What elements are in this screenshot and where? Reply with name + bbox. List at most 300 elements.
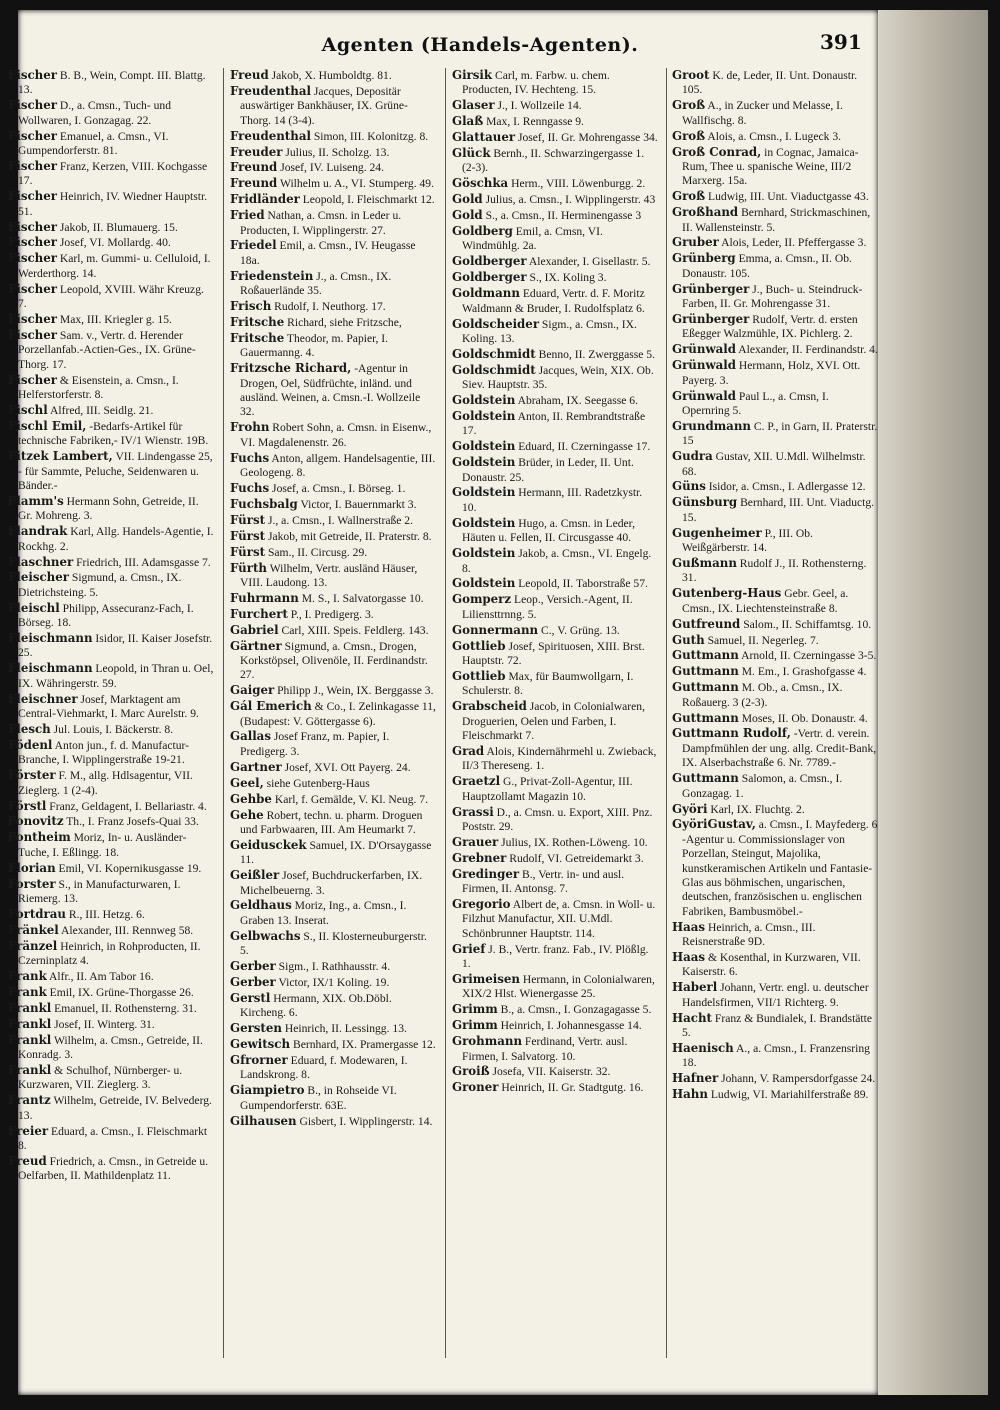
entry-details: J. B., Vertr. franz. Fab., IV. Plößlg. 1.: [462, 942, 649, 971]
directory-entry: [8, 373, 214, 403]
entry-name: Fleischl: [8, 600, 60, 615]
entry-details: -Vertr. d. verein. Dampfmühlen der ung. allg. Credit-Bank, IX. Alserbachstraße 6. Nr. 7789.-: [682, 727, 877, 770]
entry-details: Friedrich, a. Cmsn., in Getreide u. Oelfarben, II. Mathildenplatz 11.: [18, 1154, 209, 1183]
directory-entry: [8, 159, 214, 189]
entry-details: Anton jun., f. d. Manufactur-Branche, I. Wipplingerstraße 19-21.: [18, 738, 190, 767]
entry-name: Guttmann: [672, 648, 739, 663]
entry-name: Goldstein: [452, 485, 516, 500]
directory-entry: [672, 68, 878, 98]
entry-details: Johann, Vertr. engl. u. deutscher Handelsfirmen, VII/1 Richterg. 9.: [682, 981, 869, 1009]
directory-entry: [452, 192, 658, 207]
directory-entry: [230, 792, 436, 807]
entry-name: Fischer: [8, 372, 57, 387]
directory-entry: [230, 361, 436, 420]
directory-entry: [230, 238, 436, 268]
entry-details: Leopold, XVIII. Währ Kreuzg. 7.: [18, 282, 204, 311]
directory-entry: [230, 699, 436, 729]
entry-name: Frank: [8, 984, 47, 999]
entry-details: Alois, Leder, II. Pfeffergasse 3.: [718, 236, 867, 250]
directory-entry: [672, 802, 878, 817]
directory-entry: [452, 146, 658, 176]
entry-details: Hermann, in Colonialwaren, XIX/2 Hlst. Wienergasse 25.: [462, 972, 655, 1001]
column-divider: [223, 68, 224, 1358]
entry-details: Alfred, III. Seidlg. 21.: [47, 403, 154, 417]
directory-entry: [452, 805, 658, 835]
entry-details: Heinrich, a. Cmsn., III. Reisnerstraße 9D.: [682, 920, 816, 949]
entry-name: Gregorio: [452, 896, 511, 911]
directory-entry: [8, 251, 214, 281]
directory-entry: [672, 586, 878, 616]
entry-details: Albert de, a. Cmsn. in Woll- u. Filzhut Manufactur, XII. U.Mdl. Schönbrunner Hauptstr. 114.: [462, 897, 656, 940]
directory-entry: [230, 808, 436, 838]
entry-details: Josef, XVI. Ott Payerg. 24.: [281, 760, 411, 774]
page-number: 391: [820, 30, 862, 54]
entry-name: Geldhaus: [230, 898, 292, 913]
entry-name: Guttmann: [672, 710, 739, 725]
entry-name: Gehbe: [230, 791, 272, 806]
entry-details: B., Vertr. in- und ausl. Firmen, II. Antonsg. 7.: [462, 867, 625, 896]
entry-details: Josef Franz, m. Papier, I. Predigerg. 3.: [240, 730, 390, 758]
entry-name: Grünwald: [672, 388, 736, 403]
entry-details: Heinrich, II. Lessingg. 13.: [281, 1022, 407, 1036]
entry-name: Frankl: [8, 1062, 52, 1077]
entry-details: Hugo, a. Cmsn. in Leder, Häuten u. Fellen, II. Circusgasse 40.: [462, 516, 635, 545]
entry-name: Frankl: [8, 1032, 52, 1047]
entry-details: Max, III. Kriegler g. 15.: [56, 313, 172, 326]
entry-details: Emanuel, II. Rothensterng. 31.: [51, 1001, 197, 1015]
entry-name: Göschka: [452, 176, 509, 191]
entry-details: P., III. Ob. Weißgärberstr. 14.: [682, 526, 813, 555]
directory-entry: [8, 189, 214, 219]
directory-entry: [8, 814, 214, 829]
directory-entry: [672, 98, 878, 128]
entry-name: Fischl Emil,: [8, 418, 87, 433]
entry-details: Samuel, IX. D'Orsaygasse 11.: [240, 838, 432, 867]
entry-name: Freund: [230, 160, 278, 175]
entry-details: Franz & Bundialek, I. Brandstätte 5.: [682, 1011, 873, 1040]
entry-name: Fried: [230, 208, 265, 223]
entry-details: J., a. Cmsn., IX. Roßauerlände 35.: [240, 269, 392, 298]
directory-entry: [452, 270, 658, 285]
entry-details: & Schulhof, Nürnberger- u. Kurzwaren, VII. Zieglerg. 3.: [18, 1063, 183, 1092]
entry-details: Bernhard, Strickmaschinen, II. Wallensteinstr. 5.: [682, 206, 871, 234]
entry-name: Gartner: [230, 759, 282, 774]
entry-name: Gaiger: [230, 683, 275, 698]
entry-details: in Cognac, Jamaica-Rum, Thee u. spanische Weine, III/2 Marxerg. 15a.: [682, 145, 859, 188]
directory-entry: [230, 929, 436, 959]
column-divider: [445, 68, 446, 1358]
directory-entry: [8, 692, 214, 722]
entry-name: Freud: [8, 1153, 47, 1168]
entry-details: Josef, VI. Mollardg. 40.: [56, 236, 171, 250]
entry-name: Gottlieb: [452, 638, 506, 653]
entry-name: Gutenberg-Haus: [672, 586, 782, 601]
entry-name: Gehe: [230, 807, 264, 822]
entry-name: Grabscheid: [452, 699, 527, 714]
entry-name: Gerstl: [230, 990, 271, 1005]
directory-entry: [452, 114, 658, 129]
entry-name: Gál Emerich: [230, 699, 312, 714]
entry-details: Carl, m. Farbw. u. chem. Producten, IV. Hechteng. 15.: [462, 69, 610, 97]
entry-details: Leopold, II. Taborstraße 57.: [515, 577, 648, 591]
entry-details: Karl, f. Gemälde, V. Kl. Neug. 7.: [271, 792, 428, 806]
directory-entry: [672, 419, 878, 449]
entry-details: P., I. Predigerg. 3.: [287, 607, 374, 621]
entry-name: Flaschner: [8, 554, 74, 569]
entry-name: Fuchs: [230, 450, 270, 465]
entry-name: Fischer: [8, 219, 57, 234]
entry-details: S., in Manufacturwaren, I. Riemerg. 13.: [18, 877, 181, 905]
directory-entry: [230, 129, 436, 144]
page-title: Agenten (Handels-Agenten).: [321, 34, 639, 56]
entry-name: Fuchs: [230, 480, 270, 495]
directory-entry: [230, 1083, 436, 1113]
entry-details: Simon, III. Kolonitzg. 8.: [310, 129, 429, 143]
entry-details: Eduard, a. Cmsn., I. Fleischmarkt 8.: [18, 1124, 208, 1152]
entry-name: Fürst: [230, 512, 266, 527]
entry-details: Josef, Marktagent am Central-Viehmarkt, I. Marc Aurelstr. 9.: [18, 692, 199, 721]
directory-entry: [230, 623, 436, 638]
directory-entry: [8, 985, 214, 1000]
entry-name: Goldstein: [452, 455, 516, 470]
entry-name: Frantz: [8, 1093, 51, 1108]
directory-entry: [672, 235, 878, 250]
entry-name: Fontheim: [8, 830, 71, 845]
entry-details: Josef, II. Winterg. 31.: [51, 1017, 155, 1031]
directory-entry: [452, 98, 658, 113]
directory-entry: [230, 591, 436, 606]
entry-name: Fischer: [8, 128, 57, 143]
directory-entry: [230, 561, 436, 591]
directory-entry: [452, 835, 658, 850]
entry-name: Gottlieb: [452, 668, 506, 683]
directory-entry: [672, 205, 878, 235]
entry-name: Groot: [672, 68, 710, 82]
directory-entry: [452, 1064, 658, 1079]
entry-name: Friedel: [230, 238, 277, 253]
directory-entry: [672, 1071, 878, 1086]
entry-details: F. M., allg. Hdlsagentur, VII. Zieglerg. 1 (2-4).: [18, 769, 193, 797]
entry-name: Gabriel: [230, 622, 279, 637]
directory-entry: [230, 208, 436, 238]
entry-name: Geel,: [230, 775, 264, 790]
entry-details: Heinrich, II. Gr. Stadtgutg. 16.: [498, 1081, 644, 1095]
entry-details: & Kosenthal, in Kurzwaren, VII. Kaiserstr. 6.: [682, 951, 861, 979]
entry-details: C. P., in Garn, II. Praterstr. 15: [682, 419, 878, 448]
directory-entry: [230, 1114, 436, 1129]
directory-entry: [452, 439, 658, 454]
entry-name: Friedenstein: [230, 268, 314, 283]
entry-name: Fonovitz: [8, 814, 64, 829]
entry-name: Gudra: [672, 449, 713, 464]
directory-entry: [672, 282, 878, 312]
directory-entry: [672, 312, 878, 342]
directory-entry: [230, 545, 436, 560]
directory-entry: [230, 269, 436, 299]
entry-details: Sigmund, a. Cmsn., Drogen, Korkstöpsel, Olivenöle, II. Ferdinandstr. 27.: [240, 639, 428, 682]
directory-entry: [672, 1087, 878, 1102]
directory-entry: [452, 208, 658, 223]
entry-details: D., a. Cmsn., Tuch- und Wollwaren, I. Gonzagag. 22.: [18, 99, 172, 127]
directory-entry: [230, 497, 436, 512]
entry-name: Goldstein: [452, 408, 516, 423]
directory-entry: [8, 1093, 214, 1123]
entry-details: Jakob, a. Cmsn., VI. Engelg. 8.: [462, 547, 652, 575]
entry-details: Wilhelm, Getreide, IV. Belvederg. 13.: [18, 1094, 212, 1122]
entry-details: Richard, siehe Fritzsche,: [284, 316, 402, 329]
entry-name: Frisch: [230, 299, 272, 314]
directory-entry: [8, 1154, 214, 1184]
directory-entry: [452, 774, 658, 804]
directory-entry: [8, 1017, 214, 1032]
entry-name: Gold: [452, 208, 483, 223]
entry-name: Gerber: [230, 974, 276, 989]
directory-entry: [8, 601, 214, 631]
entry-details: Franz, Kerzen, VIII. Kochgasse 17.: [18, 159, 208, 188]
entry-details: Bernhard, IX. Pramergasse 12.: [290, 1038, 436, 1052]
column-4: [672, 68, 878, 1368]
entry-name: Gonnermann: [452, 622, 539, 637]
page-edge: [878, 10, 988, 1395]
entry-details: Moriz, Ing., a. Cmsn., I. Graben 13. Inserat.: [240, 899, 407, 927]
entry-name: Haenisch: [672, 1041, 734, 1055]
entry-name: Fritzsche Richard,: [230, 361, 352, 376]
entry-name: Goldstein: [452, 515, 516, 530]
entry-details: Josef, IV. Luiseng. 24.: [277, 161, 384, 175]
entry-details: Franz, Geldagent, I. Bellariastr. 4.: [46, 799, 207, 813]
directory-entry: [672, 633, 878, 648]
entry-name: Fischer: [8, 189, 57, 204]
directory-entry: [8, 449, 214, 493]
entry-details: Heinrich, I. Johannesgasse 14.: [497, 1019, 642, 1033]
entry-name: Fürth: [230, 560, 267, 575]
entry-name: Fuchsbalg: [230, 496, 298, 511]
directory-entry: [230, 299, 436, 314]
entry-name: Gewitsch: [230, 1037, 291, 1052]
directory-entry: [452, 942, 658, 972]
entry-details: K. de, Leder, II. Unt. Donaustr. 105.: [682, 69, 858, 97]
entry-details: Isidor, II. Kaiser Josefstr. 25.: [18, 632, 213, 660]
directory-entry: [672, 358, 878, 388]
entry-details: Jakob, mit Getreide, II. Praterstr. 8.: [265, 529, 432, 543]
directory-entry: [8, 129, 214, 159]
entry-name: Gärtner: [230, 638, 282, 653]
entry-details: Josef, Buchdruckerfarben, IX. Michelbeuerng. 3.: [240, 869, 423, 897]
entry-details: Eduard, Vertr. d. F. Moritz Waldmann & Bruder, I. Rudolfsplatz 6.: [462, 287, 645, 315]
entry-name: Hafner: [672, 1071, 719, 1086]
directory-entry: [452, 393, 658, 408]
entry-name: Günsburg: [672, 495, 738, 510]
entry-details: Rudolf, VI. Getreidemarkt 3.: [506, 851, 644, 865]
entry-details: Jacques, Depositär auswärtiger Bankhäuser, IX. Grüne-Thorg. 14 (3-4).: [240, 84, 408, 127]
entry-details: Jul. Louis, I. Bäckerstr. 8.: [50, 722, 174, 736]
entry-name: Guttmann: [672, 680, 739, 695]
entry-details: Sam. v., Vertr. d. Herender Porzellanfab.-Actien-Ges., IX. Grüne-Thorg. 17.: [18, 328, 196, 371]
directory-entry: [452, 851, 658, 866]
entry-details: Gebr. Geel, a. Cmsn., IX. Liechtensteinstraße 8.: [682, 587, 849, 615]
directory-entry: [230, 68, 436, 83]
directory-entry: [230, 84, 436, 128]
entry-details: Robert, techn. u. pharm. Droguen und Farbwaaren, III. Am Heumarkt 7.: [240, 808, 423, 836]
directory-entry: [230, 451, 436, 481]
directory-entry: [230, 513, 436, 528]
entry-details: Jacob, in Colonialwaren, Droguerien, Oelen und Farben, I. Fleischmarkt 7.: [462, 700, 645, 742]
entry-details: D., a. Cmsn. u. Export, XIII. Pnz. Poststr. 29.: [462, 805, 653, 833]
column-3: [452, 68, 658, 1368]
directory-entry: [452, 1080, 658, 1095]
entry-details: R., III. Hetzg. 6.: [65, 907, 145, 921]
entry-name: Goldmann: [452, 286, 520, 301]
column-2: [230, 68, 436, 1368]
entry-name: Goldschmidt: [452, 346, 536, 361]
entry-details: Salomon, a. Cmsn., I. Gonzagag. 1.: [682, 772, 843, 800]
entry-name: Fuhrmann: [230, 590, 299, 605]
directory-entry: [452, 897, 658, 941]
entry-name: Gomperz: [452, 592, 512, 607]
directory-entry: [8, 403, 214, 418]
directory-entry: [452, 176, 658, 191]
entry-name: Györi: [672, 801, 708, 816]
directory-entry: [452, 317, 658, 347]
entry-details: Leop., Versich.-Agent, II. Liliensttrnng. 5.: [462, 593, 633, 621]
directory-entry: [8, 768, 214, 798]
entry-name: Graetzl: [452, 774, 501, 789]
entry-details: Salom., II. Schiffamtsg. 10.: [740, 617, 872, 631]
entry-name: Gruber: [672, 235, 719, 250]
entry-details: VII. Lindengasse 25, - für Sammte, Peluche, Seidenwaren u. Bänder.-: [18, 450, 213, 492]
entry-name: Gerber: [230, 959, 276, 974]
entry-name: Forster: [8, 876, 56, 891]
entry-name: Groß Conrad,: [672, 144, 762, 159]
entry-details: Sigmund, a. Cmsn., IX. Dietrichsteing. 5.: [18, 571, 182, 599]
entry-name: Gugenheimer: [672, 525, 762, 540]
directory-entry: [672, 950, 878, 980]
directory-entry: [8, 923, 214, 938]
entry-details: Jakob, X. Humboldtg. 81.: [268, 69, 392, 82]
directory-entry: [8, 524, 214, 554]
entry-name: Gold: [452, 192, 483, 207]
entry-details: J., a. Cmsn., I. Wallnerstraße 2.: [265, 513, 413, 527]
entry-details: Karl, m. Gummi- u. Celluloid, I. Werderthorg. 14.: [18, 252, 211, 280]
directory-entry: [452, 639, 658, 669]
directory-entry: [230, 192, 436, 207]
entry-details: Alfr., II. Am Tabor 16.: [46, 969, 154, 983]
directory-entry: [8, 68, 214, 98]
entry-name: Hahn: [672, 1087, 708, 1102]
entry-details: Samuel, II. Negerleg. 7.: [704, 633, 819, 647]
directory-entry: [452, 409, 658, 439]
directory-entry: [452, 68, 658, 98]
entry-name: Fischer: [8, 251, 57, 266]
directory-entry: [8, 722, 214, 737]
entry-name: Groß: [672, 98, 706, 113]
entry-name: Fischl: [8, 402, 48, 417]
entry-name: Grebner: [452, 850, 507, 865]
directory-entry: [672, 711, 878, 726]
directory-entry: [452, 485, 658, 515]
entry-name: Glaß: [452, 114, 484, 129]
directory-entry: [230, 729, 436, 759]
entry-name: Fürst: [230, 528, 266, 543]
directory-entry: [230, 1037, 436, 1052]
entry-details: Benno, II. Zwerggasse 5.: [535, 347, 655, 361]
entry-details: -Bedarfs-Artikel für technische Fabriken,- IV/1 Wienstr. 19B.: [18, 419, 209, 448]
directory-entry: [8, 799, 214, 814]
entry-details: Isidor, a. Cmsn., I. Adlergasse 12.: [705, 480, 866, 494]
entry-name: Grimm: [452, 1002, 498, 1017]
entry-name: GyöriGustav,: [672, 817, 756, 832]
entry-details: Carl, XIII. Speis. Feldlerg. 143.: [278, 623, 429, 637]
entry-details: Gustav, XII. U.Mdl. Wilhelmstr. 68.: [682, 450, 866, 478]
entry-name: Gfrorner: [230, 1053, 288, 1067]
directory-entry: [452, 744, 658, 774]
directory-entry: [452, 130, 658, 145]
entry-details: Julius, a. Cmsn., I. Wipplingerstr. 43: [482, 193, 656, 207]
entry-details: M. Ob., a. Cmsn., IX. Roßauerg. 3 (2-3).: [682, 681, 843, 709]
directory-entry: [230, 991, 436, 1021]
entry-details: S., a. Cmsn., II. Herminengasse 3: [482, 209, 642, 223]
directory-entry: [230, 481, 436, 496]
entry-name: Goldscheider: [452, 316, 540, 331]
entry-name: Fischer: [8, 68, 57, 82]
entry-name: Hacht: [672, 1010, 712, 1025]
entry-details: Max, I. Renngasse 9.: [483, 115, 584, 129]
entry-name: Großhand: [672, 205, 739, 220]
entry-name: Fitzek Lambert,: [8, 449, 113, 464]
directory-entry: [230, 1053, 436, 1083]
entry-name: Freier: [8, 1123, 49, 1138]
entry-details: M. Em., I. Grashofgasse 4.: [738, 665, 867, 679]
directory-columns: [6, 68, 878, 1368]
entry-details: Wilhelm, a. Cmsn., Getreide, II. Konradg. 3.: [18, 1033, 203, 1061]
entry-name: Freund: [230, 176, 278, 191]
entry-name: Fleischmann: [8, 661, 93, 676]
directory-entry: [230, 639, 436, 683]
entry-details: Th., I. Franz Josefs-Quai 33.: [63, 815, 199, 829]
entry-details: S., IX. Koling 3.: [526, 271, 607, 285]
directory-entry: [672, 342, 878, 357]
entry-details: Robert Sohn, a. Cmsn. in Eisenw., VI. Magdalenenstr. 26.: [240, 421, 432, 449]
entry-name: Födenl: [8, 737, 53, 752]
entry-name: Fleischner: [8, 691, 78, 706]
directory-entry: [672, 617, 878, 632]
entry-details: Hermann, III. Radetzkystr. 10.: [462, 486, 643, 514]
directory-entry: [672, 145, 878, 189]
directory-entry: [8, 312, 214, 327]
entry-details: Alois, a. Cmsn., I. Lugeck 3.: [705, 129, 842, 143]
entry-details: Nathan, a. Cmsn. in Leder u. Producten, I. Wipplingerstr. 27.: [240, 209, 402, 237]
directory-entry: [672, 449, 878, 479]
entry-name: Florian: [8, 860, 56, 875]
entry-name: Förster: [8, 768, 56, 783]
entry-details: Rudolf, Vertr. d. ersten Eßegger Walzmühle, IX. Pichlerg. 2.: [682, 313, 858, 341]
entry-details: & Co., I. Zelinkagasse 11, (Budapest: V. Göttergasse 6).: [240, 700, 436, 728]
directory-entry: [452, 1034, 658, 1064]
entry-details: Hermann, Holz, XVI. Ott. Payerg. 3.: [682, 359, 861, 387]
directory-entry: [672, 251, 878, 281]
entry-name: Grünwald: [672, 358, 736, 373]
entry-details: Hermann, XIX. Ob.Döbl. Kircheng. 6.: [240, 991, 392, 1020]
entry-name: Goldstein: [452, 576, 516, 591]
directory-entry: [672, 726, 878, 770]
entry-details: Bernh., II. Schwarzingergasse 1. (2-3).: [462, 147, 645, 175]
entry-details: Alois, Kindernährmehl u. Zwieback, II/3 Thereseng. 1.: [462, 744, 657, 773]
entry-details: Alexander, II. Ferdinandstr. 4.: [735, 343, 878, 357]
directory-entry: [452, 224, 658, 254]
entry-details: S., II. Klosterneuburgerstr. 5.: [240, 929, 427, 958]
entry-name: Förstl: [8, 798, 47, 813]
directory-entry: [452, 254, 658, 269]
